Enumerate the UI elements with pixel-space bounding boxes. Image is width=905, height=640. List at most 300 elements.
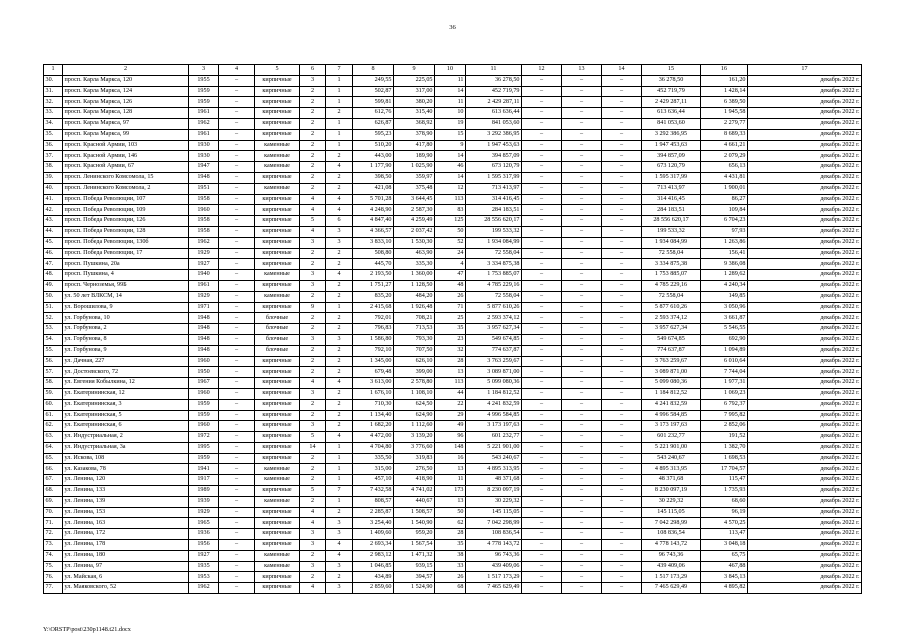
table-cell: декабрь 2022 г. xyxy=(748,226,862,237)
table-cell: 68 xyxy=(435,583,466,594)
column-number-header: 10 xyxy=(435,65,466,76)
table-cell: 30 229,32 xyxy=(466,496,522,507)
column-number-header: 4 xyxy=(219,65,255,76)
table-row xyxy=(44,572,862,583)
table-cell: – xyxy=(522,496,562,507)
table-cell: 2 xyxy=(300,453,326,464)
table-cell: 543 240,67 xyxy=(642,453,701,464)
table-cell: 2 693,34 xyxy=(353,540,394,551)
table-cell: 4 847,40 xyxy=(353,216,394,227)
table-cell: – xyxy=(219,313,255,324)
table-cell: кирпичные xyxy=(255,259,300,270)
table-cell: 2 415,68 xyxy=(353,302,394,313)
table-cell: 1 586,80 xyxy=(353,334,394,345)
table-cell: – xyxy=(562,378,602,389)
table-row xyxy=(44,410,862,421)
table-cell: 1 xyxy=(326,75,353,86)
table-cell: кирпичные xyxy=(255,442,300,453)
table-cell: 439 409,06 xyxy=(466,561,522,572)
table-cell: 7 465 629,49 xyxy=(466,583,522,594)
table-cell: 2 983,12 xyxy=(353,550,394,561)
table-cell: 792,01 xyxy=(353,313,394,324)
table-cell: декабрь 2022 г. xyxy=(748,140,862,151)
table-cell: – xyxy=(562,280,602,291)
table-cell: – xyxy=(562,118,602,129)
table-cell: 108 836,54 xyxy=(466,529,522,540)
table-cell: 368,92 xyxy=(394,118,435,129)
table-cell: 40. xyxy=(44,183,63,194)
table-cell: 77. xyxy=(44,583,63,594)
table-cell: 624,50 xyxy=(394,399,435,410)
table-cell: 2 xyxy=(300,108,326,119)
table-cell: декабрь 2022 г. xyxy=(748,151,862,162)
table-cell: 35 xyxy=(435,540,466,551)
table-cell: 445,70 xyxy=(353,259,394,270)
table-cell: 113 xyxy=(435,378,466,389)
table-cell: кирпичные xyxy=(255,529,300,540)
table-cell: 1 xyxy=(326,442,353,453)
table-cell: – xyxy=(522,172,562,183)
table-cell: кирпичные xyxy=(255,388,300,399)
column-number-header: 15 xyxy=(642,65,701,76)
table-cell: 508,80 xyxy=(353,248,394,259)
table-cell: – xyxy=(602,442,642,453)
table-cell: 2 xyxy=(300,291,326,302)
table-cell: 1 676,10 xyxy=(353,388,394,399)
table-cell: ул. Горбунова, 10 xyxy=(63,313,189,324)
table-cell: 276,50 xyxy=(394,464,435,475)
table-cell: ул. Майская, 6 xyxy=(63,572,189,583)
table-cell: – xyxy=(562,410,602,421)
table-cell: 23 xyxy=(435,334,466,345)
table-cell: 1 xyxy=(326,86,353,97)
table-cell: – xyxy=(562,464,602,475)
table-cell: 50 xyxy=(435,507,466,518)
table-cell: – xyxy=(522,572,562,583)
table-cell: – xyxy=(602,421,642,432)
table-cell: – xyxy=(562,97,602,108)
table-cell: 19 xyxy=(435,118,466,129)
table-cell: 959,20 xyxy=(394,529,435,540)
table-cell: 50 xyxy=(435,226,466,237)
table-cell: 1940 xyxy=(189,270,219,281)
table-cell: просп. Красной Армии, 103 xyxy=(63,140,189,151)
table-cell: 284 183,51 xyxy=(466,205,522,216)
table-cell: 1961 xyxy=(189,129,219,140)
table-cell: 31. xyxy=(44,86,63,97)
table-cell: 11 xyxy=(435,97,466,108)
table-cell: – xyxy=(602,529,642,540)
table-cell: 4 xyxy=(326,194,353,205)
table-cell: – xyxy=(562,334,602,345)
table-cell: 2 859,60 xyxy=(353,583,394,594)
table-cell: – xyxy=(562,172,602,183)
table-cell: 1962 xyxy=(189,118,219,129)
table-cell: 774 637,87 xyxy=(466,345,522,356)
table-cell: 1961 xyxy=(189,280,219,291)
table-cell: 3 xyxy=(300,280,326,291)
table-cell: 4 xyxy=(326,378,353,389)
table-cell: 1951 xyxy=(189,183,219,194)
table-cell: 7 xyxy=(326,486,353,497)
table-cell: 96,19 xyxy=(701,507,748,518)
table-cell: 108 836,54 xyxy=(642,529,701,540)
table-cell: 6 792,37 xyxy=(701,399,748,410)
table-cell: 1962 xyxy=(189,237,219,248)
table-cell: – xyxy=(562,432,602,443)
table-cell: – xyxy=(522,324,562,335)
table-cell: – xyxy=(562,86,602,97)
table-cell: 601 232,77 xyxy=(642,432,701,443)
table-cell: 1 177,90 xyxy=(353,162,394,173)
table-cell: 317,00 xyxy=(394,86,435,97)
table-cell: 32. xyxy=(44,97,63,108)
table-cell: – xyxy=(219,140,255,151)
table-cell: 96 743,36 xyxy=(642,550,701,561)
table-cell: 26 xyxy=(435,291,466,302)
table-cell: ул. Евгения Кобылкина, 12 xyxy=(63,378,189,389)
table-cell: 4 xyxy=(326,540,353,551)
table-cell: – xyxy=(562,356,602,367)
table-cell: 113 xyxy=(435,194,466,205)
table-cell: – xyxy=(522,162,562,173)
table-row xyxy=(44,86,862,97)
table-cell: 4 xyxy=(326,550,353,561)
table-cell: 4 661,21 xyxy=(701,140,748,151)
table-cell: – xyxy=(522,388,562,399)
table-cell: 713 413,97 xyxy=(466,183,522,194)
table-cell: 1956 xyxy=(189,540,219,551)
table-cell: – xyxy=(522,345,562,356)
table-cell: – xyxy=(562,302,602,313)
table-cell: 68,60 xyxy=(701,496,748,507)
table-cell: 39. xyxy=(44,172,63,183)
table-cell: 3 048,18 xyxy=(701,540,748,551)
table-cell: 3 xyxy=(300,421,326,432)
table-cell: 1 xyxy=(326,129,353,140)
table-cell: 1929 xyxy=(189,507,219,518)
table-cell: – xyxy=(602,410,642,421)
table-cell: декабрь 2022 г. xyxy=(748,162,862,173)
table-row xyxy=(44,334,862,345)
table-cell: декабрь 2022 г. xyxy=(748,205,862,216)
table-cell: – xyxy=(522,183,562,194)
table-cell: 380,20 xyxy=(394,97,435,108)
table-row xyxy=(44,324,862,335)
table-cell: 189,90 xyxy=(394,151,435,162)
table-cell: – xyxy=(522,194,562,205)
table-cell: – xyxy=(522,356,562,367)
table-cell: просп. Карла Маркса, 124 xyxy=(63,86,189,97)
table-cell: – xyxy=(219,237,255,248)
table-cell: просп. Красной Армии, 146 xyxy=(63,151,189,162)
table-cell: 4 785 229,16 xyxy=(466,280,522,291)
table-cell: 1 947 453,63 xyxy=(642,140,701,151)
table-cell: 45. xyxy=(44,237,63,248)
table-cell: – xyxy=(219,486,255,497)
table-row xyxy=(44,496,862,507)
table-cell: – xyxy=(219,108,255,119)
table-cell: – xyxy=(602,259,642,270)
table-cell: 28 556 620,17 xyxy=(466,216,522,227)
table-cell: 4 259,49 xyxy=(394,216,435,227)
table-cell: 2 xyxy=(300,183,326,194)
table-cell: 2 xyxy=(300,86,326,97)
table-cell: 14 xyxy=(435,86,466,97)
table-cell: – xyxy=(522,216,562,227)
table-cell: декабрь 2022 г. xyxy=(748,345,862,356)
table-cell: декабрь 2022 г. xyxy=(748,313,862,324)
table-cell: кирпичные xyxy=(255,356,300,367)
table-cell: 3 xyxy=(300,561,326,572)
table-cell: ул. Ленина, 139 xyxy=(63,496,189,507)
table-cell: 70. xyxy=(44,507,63,518)
table-cell: 2 xyxy=(326,507,353,518)
table-cell: – xyxy=(522,259,562,270)
table-cell: 1929 xyxy=(189,248,219,259)
table-cell: кирпичные xyxy=(255,118,300,129)
table-cell: 3 xyxy=(326,561,353,572)
table-cell: 1 900,01 xyxy=(701,183,748,194)
table-cell: блочные xyxy=(255,313,300,324)
table-cell: 42. xyxy=(44,205,63,216)
table-cell: 1 108,10 xyxy=(394,388,435,399)
table-cell: 3 763 259,67 xyxy=(642,356,701,367)
table-cell: – xyxy=(602,324,642,335)
column-number-row xyxy=(44,65,862,76)
table-cell: 378,90 xyxy=(394,129,435,140)
table-cell: ул. Искова, 108 xyxy=(63,453,189,464)
table-cell: 30 229,32 xyxy=(642,496,701,507)
table-cell: 2 xyxy=(326,356,353,367)
table-cell: 191,52 xyxy=(701,432,748,443)
table-cell: 2 279,77 xyxy=(701,118,748,129)
table-cell: 3 173 197,63 xyxy=(466,421,522,432)
table-cell: 284 183,51 xyxy=(642,205,701,216)
table-cell: – xyxy=(522,410,562,421)
table-cell: 1972 xyxy=(189,432,219,443)
table-cell: 1 934 084,99 xyxy=(642,237,701,248)
table-cell: 1 947 453,63 xyxy=(466,140,522,151)
table-cell: 1927 xyxy=(189,259,219,270)
table-cell: 1 735,93 xyxy=(701,486,748,497)
table-cell: ул. Екатерининская, 12 xyxy=(63,388,189,399)
table-cell: 3 833,10 xyxy=(353,237,394,248)
table-row xyxy=(44,356,862,367)
table-row xyxy=(44,540,862,551)
table-cell: – xyxy=(522,507,562,518)
table-cell: 613 636,44 xyxy=(642,108,701,119)
table-cell: 63. xyxy=(44,432,63,443)
table-row xyxy=(44,475,862,486)
table-cell: 1960 xyxy=(189,421,219,432)
table-cell: 3 xyxy=(300,75,326,86)
table-cell: 22 xyxy=(435,399,466,410)
table-cell: 5 877 610,26 xyxy=(642,302,701,313)
table-cell: 2 xyxy=(300,464,326,475)
table-cell: 4 xyxy=(326,270,353,281)
table-row xyxy=(44,550,862,561)
table-cell: 1958 xyxy=(189,226,219,237)
table-cell: 156,41 xyxy=(701,248,748,259)
table-cell: – xyxy=(562,421,602,432)
table-cell: ул. Горбунова, 8 xyxy=(63,334,189,345)
table-cell: 2 xyxy=(300,399,326,410)
table-cell: 8 230 097,19 xyxy=(466,486,522,497)
table-cell: – xyxy=(602,345,642,356)
table-cell: ул. Горбунова, 9 xyxy=(63,345,189,356)
table-cell: 394 857,09 xyxy=(466,151,522,162)
table-cell: декабрь 2022 г. xyxy=(748,183,862,194)
table-cell: 1 517 173,29 xyxy=(642,572,701,583)
table-cell: – xyxy=(219,183,255,194)
table-cell: – xyxy=(219,540,255,551)
table-cell: 1989 xyxy=(189,486,219,497)
table-cell: 11 xyxy=(435,75,466,86)
table-cell: кирпичные xyxy=(255,75,300,86)
table-cell: 3 334 875,38 xyxy=(642,259,701,270)
table-cell: – xyxy=(562,226,602,237)
table-row xyxy=(44,248,862,259)
table-cell: 9 386,08 xyxy=(701,259,748,270)
table-cell: – xyxy=(602,453,642,464)
table-cell: 46. xyxy=(44,248,63,259)
table-cell: – xyxy=(522,140,562,151)
table-cell: 33. xyxy=(44,108,63,119)
table-cell: кирпичные xyxy=(255,583,300,594)
table-row xyxy=(44,162,862,173)
table-cell: ул. Ленина, 153 xyxy=(63,507,189,518)
table-cell: декабрь 2022 г. xyxy=(748,270,862,281)
table-cell: 71 xyxy=(435,302,466,313)
table-cell: декабрь 2022 г. xyxy=(748,237,862,248)
table-cell: 2 xyxy=(300,259,326,270)
table-row xyxy=(44,237,862,248)
table-cell: – xyxy=(522,367,562,378)
table-cell: – xyxy=(562,453,602,464)
table-cell: декабрь 2022 г. xyxy=(748,410,862,421)
table-cell: кирпичные xyxy=(255,216,300,227)
table-cell: 52 xyxy=(435,237,466,248)
table-cell: 72 558,04 xyxy=(466,291,522,302)
table-cell: – xyxy=(522,442,562,453)
table-cell: 47 xyxy=(435,270,466,281)
table-cell: – xyxy=(522,291,562,302)
table-row xyxy=(44,226,862,237)
table-cell: 35 xyxy=(435,324,466,335)
table-cell: 2 xyxy=(326,324,353,335)
table-cell: 6 704,23 xyxy=(701,216,748,227)
table-cell: 2 xyxy=(326,572,353,583)
table-cell: 148 xyxy=(435,442,466,453)
table-cell: 2 xyxy=(300,248,326,259)
table-cell: 2 593 374,12 xyxy=(642,313,701,324)
table-cell: 48 371,68 xyxy=(466,475,522,486)
table-cell: 708,21 xyxy=(394,313,435,324)
table-cell: 421,08 xyxy=(353,183,394,194)
table-cell: – xyxy=(602,108,642,119)
table-cell: 359,97 xyxy=(394,172,435,183)
table-cell: – xyxy=(522,475,562,486)
table-cell: 3 xyxy=(326,529,353,540)
table-cell: декабрь 2022 г. xyxy=(748,518,862,529)
table-cell: 4 741,02 xyxy=(394,486,435,497)
table-cell: кирпичные xyxy=(255,518,300,529)
table-cell: – xyxy=(602,86,642,97)
table-cell: – xyxy=(562,205,602,216)
table-cell: 54. xyxy=(44,334,63,345)
table-cell: – xyxy=(602,302,642,313)
table-cell: 1 753 885,07 xyxy=(642,270,701,281)
table-cell: 314 416,45 xyxy=(466,194,522,205)
table-cell: декабрь 2022 г. xyxy=(748,118,862,129)
table-cell: ул. Маяковского, 52 xyxy=(63,583,189,594)
table-cell: – xyxy=(219,291,255,302)
table-cell: 1 698,53 xyxy=(701,453,748,464)
table-row xyxy=(44,507,862,518)
table-cell: 1939 xyxy=(189,496,219,507)
table-cell: кирпичные xyxy=(255,248,300,259)
table-cell: 399,00 xyxy=(394,367,435,378)
table-cell: – xyxy=(602,464,642,475)
table-cell: каменные xyxy=(255,140,300,151)
table-cell: 1941 xyxy=(189,464,219,475)
table-cell: 835,20 xyxy=(353,291,394,302)
column-number-header: 5 xyxy=(255,65,300,76)
table-cell: – xyxy=(562,583,602,594)
table-cell: 1 xyxy=(326,302,353,313)
table-cell: 3 xyxy=(300,540,326,551)
table-cell: 2 xyxy=(300,162,326,173)
table-cell: 9 xyxy=(300,302,326,313)
table-cell: просп. Победа Революции, 126 xyxy=(63,216,189,227)
table-cell: – xyxy=(219,151,255,162)
table-cell: декабрь 2022 г. xyxy=(748,324,862,335)
table-cell: 2 xyxy=(326,183,353,194)
table-cell: – xyxy=(562,75,602,86)
table-cell: – xyxy=(602,432,642,443)
table-cell: 2 578,80 xyxy=(394,378,435,389)
table-cell: 673 120,79 xyxy=(466,162,522,173)
table-cell: ул. Ворошилова, 9 xyxy=(63,302,189,313)
table-cell: – xyxy=(602,475,642,486)
table-cell: декабрь 2022 г. xyxy=(748,486,862,497)
table-cell: ул. Екатерининская, 6 xyxy=(63,421,189,432)
table-cell: 72 558,04 xyxy=(466,248,522,259)
table-cell: – xyxy=(562,270,602,281)
table-cell: 612,76 xyxy=(353,108,394,119)
table-cell: 60. xyxy=(44,399,63,410)
table-cell: – xyxy=(219,324,255,335)
table-cell: 2 037,42 xyxy=(394,226,435,237)
table-cell: 1 xyxy=(326,97,353,108)
column-number-header: 7 xyxy=(326,65,353,76)
table-cell: 1 xyxy=(326,140,353,151)
table-cell: декабрь 2022 г. xyxy=(748,583,862,594)
table-cell: – xyxy=(219,399,255,410)
table-cell: 808,57 xyxy=(353,496,394,507)
table-cell: – xyxy=(602,367,642,378)
table-cell: 69. xyxy=(44,496,63,507)
table-cell: – xyxy=(219,529,255,540)
table-cell: декабрь 2022 г. xyxy=(748,432,862,443)
table-cell: – xyxy=(219,97,255,108)
table-cell: 36. xyxy=(44,140,63,151)
table-cell: – xyxy=(602,399,642,410)
table-cell: 96 743,36 xyxy=(466,550,522,561)
table-row xyxy=(44,486,862,497)
table-body xyxy=(44,75,862,593)
